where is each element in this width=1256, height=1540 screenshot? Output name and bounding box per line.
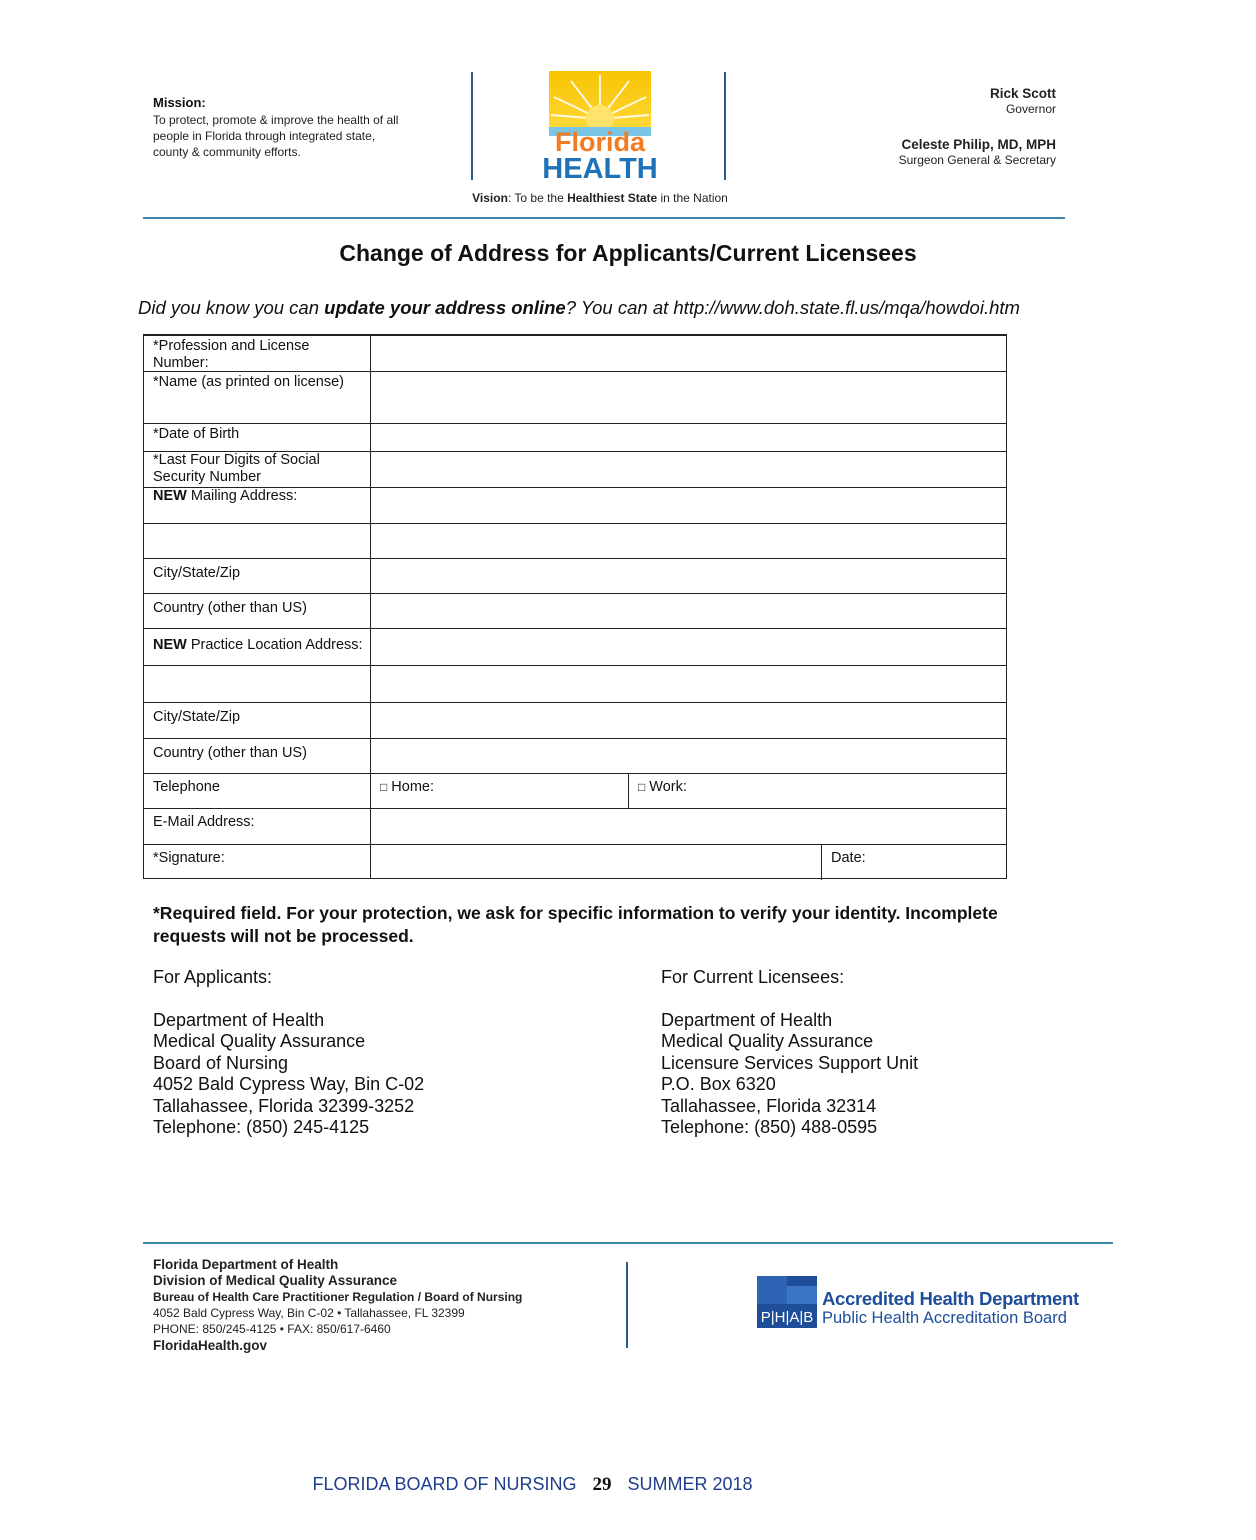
vision-statement xyxy=(400,191,800,205)
licensees-line: Tallahassee, Florida 32314 xyxy=(661,1095,877,1116)
promo-pre: Did you know you can xyxy=(138,297,325,318)
city-state-zip-label-1: City/State/Zip xyxy=(153,565,241,581)
form-row-practice-address[interactable] xyxy=(144,628,1006,665)
applicants-address-block xyxy=(153,967,573,1139)
footer-address: 4052 Bald Cypress Way, Bin C-02 • Tallahassee, FL 32399 xyxy=(153,1306,465,1320)
mission-text: To protect, promote & improve the health of all people in Florida through integrated state, county & community efforts. xyxy=(153,113,399,159)
governor-name: Rick Scott xyxy=(989,86,1056,101)
footer-contact-info xyxy=(153,1257,573,1355)
vision-text-post: in the Nation xyxy=(657,191,728,205)
page-number: 29 xyxy=(592,1474,612,1495)
logo-word-health: HEALTH xyxy=(542,153,658,185)
work-label: Work: xyxy=(649,779,687,795)
footer-phone: PHONE: 850/245-4125 • FAX: 850/617-6460 xyxy=(153,1322,391,1336)
licensees-address-block xyxy=(661,967,1081,1139)
licensees-line: Medical Quality Assurance xyxy=(661,1031,874,1051)
mailing-address-label xyxy=(153,488,363,505)
date-label: Date: xyxy=(831,850,866,866)
telephone-label: Telephone xyxy=(153,779,220,795)
promo-bold: update your address online xyxy=(324,297,566,318)
applicants-line: 4052 Bald Cypress Way, Bin C-02 xyxy=(153,1074,425,1094)
promo-link-text[interactable]: ? You can at http://www.doh.state.fl.us/mqa/howdoi.htm xyxy=(565,297,1020,318)
licensees-heading: For Current Licensees: xyxy=(661,967,845,987)
form-row-country1[interactable] xyxy=(144,593,1006,628)
footer-division: Division of Medical Quality Assurance xyxy=(153,1273,398,1288)
applicants-line: Tallahassee, Florida 32399-3252 xyxy=(153,1095,415,1116)
logo-word-florida: Florida xyxy=(554,127,646,157)
applicants-line: Telephone: (850) 245-4125 xyxy=(153,1117,370,1137)
document-title: Change of Address for Applicants/Current Licensees xyxy=(339,240,917,266)
governor-title: Governor xyxy=(1005,102,1056,116)
phab-letters: P|H|A|B xyxy=(760,1309,814,1326)
mailing-rest: Mailing Address: xyxy=(186,488,298,504)
licensees-line: P.O. Box 6320 xyxy=(661,1074,776,1094)
work-phone-field[interactable] xyxy=(638,779,687,796)
footer-bureau: Bureau of Health Care Practitioner Regulation / Board of Nursing xyxy=(153,1290,523,1304)
dob-label: *Date of Birth xyxy=(153,426,240,442)
email-label: E-Mail Address: xyxy=(153,814,255,830)
surgeon-general-title: Surgeon General & Secretary xyxy=(898,153,1056,167)
vision-label: Vision xyxy=(472,191,508,205)
licensees-line: Licensure Services Support Unit xyxy=(661,1052,919,1073)
form-row-email[interactable] xyxy=(144,808,1006,844)
country-label-2: Country (other than US) xyxy=(153,745,307,761)
footer-website-link[interactable]: FloridaHealth.gov xyxy=(153,1338,268,1353)
form-row-city1[interactable] xyxy=(144,558,1006,593)
form-row-dob[interactable] xyxy=(144,423,1006,451)
applicants-heading: For Applicants: xyxy=(153,967,273,987)
applicants-line: Medical Quality Assurance xyxy=(153,1031,366,1051)
footer-rule xyxy=(143,1242,1113,1244)
address-change-form xyxy=(143,334,1007,879)
vision-text-bold: Healthiest State xyxy=(567,191,658,205)
phab-line2: Public Health Accreditation Board xyxy=(822,1309,1067,1327)
form-row-city2[interactable] xyxy=(144,702,1006,738)
applicants-line: Department of Health xyxy=(153,1009,325,1030)
city-state-zip-label-2: City/State/Zip xyxy=(153,709,241,725)
practice-rest: Practice Location Address: xyxy=(186,637,363,653)
profession-label: *Profession and License Number: xyxy=(153,338,310,371)
form-row-signature xyxy=(144,844,1006,880)
mission-label: Mission: xyxy=(153,95,206,110)
issue-name: SUMMER 2018 xyxy=(627,1474,753,1494)
required-field-note: *Required field. For your protection, we ask for specific information to verify your identity. Incomplete requests will not be processed. xyxy=(153,903,998,946)
signature-label: *Signature: xyxy=(153,850,225,866)
page-footer xyxy=(0,1474,1065,1496)
form-row-practice-address-2[interactable] xyxy=(144,665,1006,702)
form-row-ssn[interactable] xyxy=(144,451,1006,487)
publication-name: FLORIDA BOARD OF NURSING xyxy=(312,1474,577,1494)
country-label-1: Country (other than US) xyxy=(153,600,307,616)
licensees-line: Telephone: (850) 488-0595 xyxy=(661,1117,878,1137)
work-checkbox[interactable]: □ xyxy=(638,780,646,794)
name-label: *Name (as printed on license) xyxy=(153,374,345,390)
telephone-column-divider xyxy=(628,774,629,808)
home-phone-field[interactable] xyxy=(380,779,434,796)
form-row-telephone xyxy=(144,773,1006,808)
mission-statement xyxy=(153,95,413,160)
home-checkbox[interactable]: □ xyxy=(380,780,388,794)
header-divider-right xyxy=(724,72,726,180)
form-row-profession[interactable] xyxy=(144,335,1006,371)
ssn-label: *Last Four Digits of Social Security Number xyxy=(153,452,320,485)
phab-logo-mark xyxy=(757,1276,817,1328)
footer-divider xyxy=(626,1262,628,1348)
online-update-notice xyxy=(138,297,1138,319)
surgeon-general-name: Celeste Philip, MD, MPH xyxy=(901,137,1056,152)
practice-address-label xyxy=(153,637,363,654)
vision-text-pre: : To be the xyxy=(507,191,568,205)
form-row-mailing-address[interactable] xyxy=(144,487,1006,523)
footer-dept: Florida Department of Health xyxy=(153,1257,339,1272)
phab-accreditation xyxy=(822,1288,1112,1327)
officials-block xyxy=(736,85,1056,168)
header-divider-left xyxy=(471,72,473,180)
practice-new-bold: NEW xyxy=(153,637,187,653)
phab-line1: Accredited Health Department xyxy=(822,1288,1079,1309)
home-label: Home: xyxy=(391,779,434,795)
form-row-country2[interactable] xyxy=(144,738,1006,773)
applicants-line: Board of Nursing xyxy=(153,1052,289,1073)
signature-column-divider xyxy=(821,845,822,880)
header-rule xyxy=(143,217,1065,219)
form-row-name[interactable] xyxy=(144,371,1006,423)
florida-health-logo xyxy=(542,71,658,185)
mailing-new-bold: NEW xyxy=(153,488,187,504)
licensees-line: Department of Health xyxy=(661,1009,833,1030)
form-row-mailing-address-2[interactable] xyxy=(144,523,1006,558)
